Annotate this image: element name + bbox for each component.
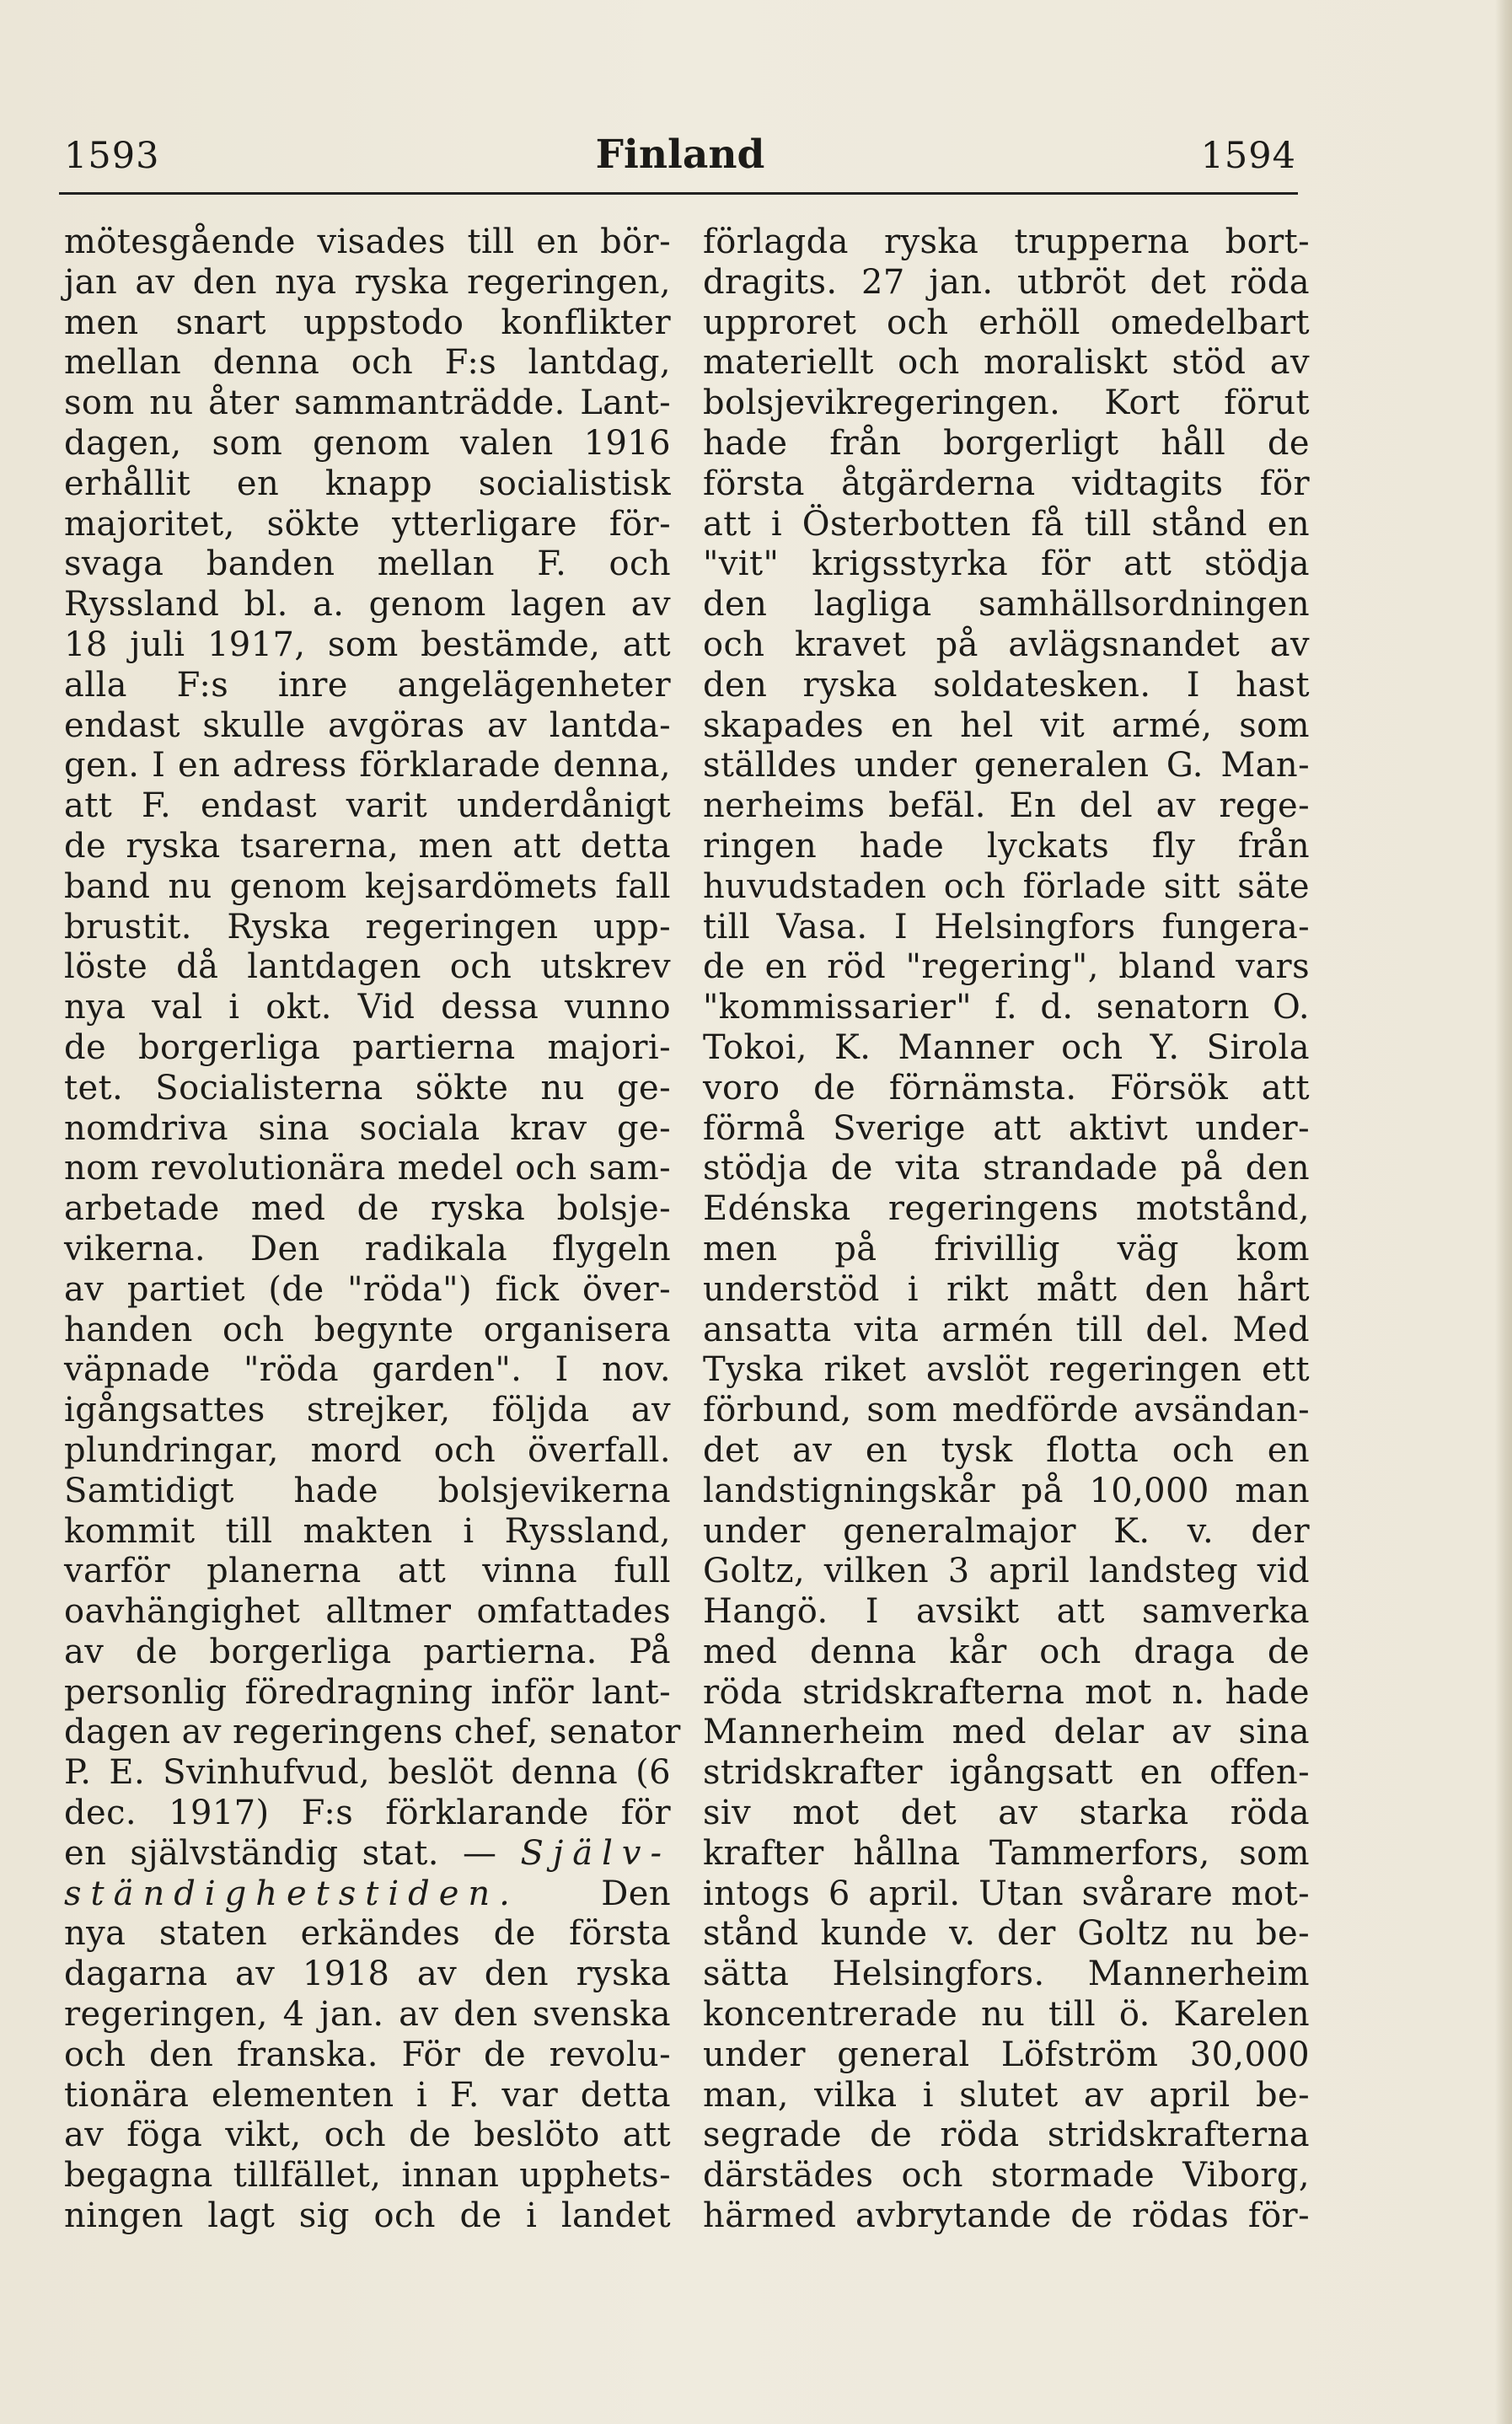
text-line: bolsjevikregeringen. Kort förut	[703, 383, 1310, 423]
text-line: personlig föredragning inför lant-	[64, 1672, 671, 1712]
text-line: skapades en hel vit armé, som	[703, 705, 1310, 745]
text-line: oavhängighet alltmer omfattades	[64, 1592, 671, 1632]
text-line: dragits. 27 jan. utbröt det röda	[703, 262, 1310, 302]
text-line: man, vilka i slutet av april be-	[703, 2075, 1310, 2115]
text-line: huvudstaden och förlade sitt säte	[703, 866, 1310, 906]
text-line: ställdes under generalen G. Man-	[703, 746, 1310, 786]
text-line: nomdriva sina sociala krav ge-	[64, 1108, 671, 1148]
text-line: att F. endast varit underdånigt	[64, 786, 671, 826]
text-fragment: Den	[518, 1874, 671, 1913]
spaced-heading-fragment: ständighetstiden.	[64, 1874, 519, 1913]
text-line: Goltz, vilken 3 april landsteg vid	[703, 1552, 1310, 1591]
text-line: och kravet på avlägsnandet av	[703, 625, 1310, 664]
page-number-left: 1593	[64, 135, 160, 177]
text-line: därstädes och stormade Viborg,	[703, 2156, 1310, 2196]
text-line: P. E. Svinhufvud, beslöt denna (6	[64, 1753, 671, 1793]
text-line: alla F:s inre angelägenheter	[64, 665, 671, 705]
text-line: nya val i okt. Vid dessa vunno	[64, 988, 671, 1027]
text-line: nerheims befäl. En del av rege-	[703, 786, 1310, 826]
text-line: men på frivillig väg kom	[703, 1229, 1310, 1268]
left-column	[64, 223, 681, 2237]
text-line: segrade de röda stridskrafterna	[703, 2116, 1310, 2155]
text-line	[64, 1874, 671, 1915]
running-title: Finland	[595, 131, 765, 178]
text-line: stödja de vita strandade på den	[703, 1149, 1310, 1188]
text-line: intogs 6 april. Utan svårare mot-	[703, 1874, 1310, 1913]
text-line: arbetade med de ryska bolsje-	[64, 1189, 671, 1229]
text-line: ringen hade lyckats fly från	[703, 826, 1310, 866]
text-line: handen och begynte organisera	[64, 1310, 671, 1349]
text-line: med denna kår och draga de	[703, 1632, 1310, 1671]
text-fragment: en självständig stat. —	[64, 1833, 521, 1873]
text-line: till Vasa. I Helsingfors fungera-	[703, 907, 1310, 947]
text-line: svaga banden mellan F. och	[64, 544, 671, 584]
text-line: tionära elementen i F. var detta	[64, 2075, 671, 2115]
text-line: sätta Helsingfors. Mannerheim	[703, 1955, 1310, 1994]
running-header	[64, 126, 1296, 185]
text-line: röda stridskrafterna mot n. hade	[703, 1672, 1310, 1712]
text-line: igångsattes strejker, följda av	[64, 1391, 671, 1430]
text-line: under general Löfström 30,000	[703, 2035, 1310, 2074]
text-line: förlagda ryska trupperna bort-	[703, 223, 1310, 261]
text-line: upproret och erhöll omedelbart	[703, 303, 1310, 342]
text-line: vikerna. Den radikala flygeln	[64, 1229, 671, 1268]
text-line: dagarna av 1918 av den ryska	[64, 1955, 671, 1994]
page-edge-shadow	[1495, 0, 1512, 2424]
text-line: den lagliga samhällsordningen	[703, 585, 1310, 625]
text-line: regeringen, 4 jan. av den svenska	[64, 1995, 671, 2035]
text-line: nya staten erkändes de första	[64, 1914, 671, 1954]
text-line: plundringar, mord och överfall.	[64, 1430, 671, 1470]
right-column	[703, 223, 1310, 2237]
text-line: dec. 1917) F:s förklarande för	[64, 1794, 671, 1833]
text-line: Samtidigt hade bolsjevikerna	[64, 1471, 671, 1510]
text-line: krafter hållna Tammerfors, som	[703, 1833, 1310, 1873]
text-line: tet. Socialisterna sökte nu ge-	[64, 1068, 671, 1107]
text-line: 18 juli 1917, som bestämde, att	[64, 625, 671, 664]
text-line: siv mot det av starka röda	[703, 1794, 1310, 1833]
text-line: Hangö. I avsikt att samverka	[703, 1592, 1310, 1632]
text-line: att i Österbotten få till stånd en	[703, 504, 1310, 544]
text-line: Edénska regeringens motstånd,	[703, 1189, 1310, 1229]
text-line: stånd kunde v. der Goltz nu be-	[703, 1914, 1310, 1954]
text-line: gen. I en adress förklarade denna,	[64, 746, 671, 786]
text-line: endast skulle avgöras av lantda-	[64, 705, 671, 745]
text-line: löste då lantdagen och utskrev	[64, 947, 671, 987]
text-line: under generalmajor K. v. der	[703, 1511, 1310, 1551]
text-line: som nu åter sammanträdde. Lant-	[64, 383, 671, 423]
text-line: landstigningskår på 10,000 man	[703, 1471, 1310, 1510]
text-line: förmå Sverige att aktivt under-	[703, 1108, 1310, 1148]
text-line: materiellt och moraliskt stöd av	[703, 343, 1310, 383]
header-rule	[59, 192, 1298, 195]
text-line: väpnade "röda garden". I nov.	[64, 1350, 671, 1390]
text-line: koncentrerade nu till ö. Karelen	[703, 1995, 1310, 2035]
text-line: de borgerliga partierna majori-	[64, 1027, 671, 1067]
text-line: "vit" krigsstyrka för att stödja	[703, 544, 1310, 584]
text-line: voro de förnämsta. Försök att	[703, 1068, 1310, 1107]
text-line: nom revolutionära medel och sam-	[64, 1149, 671, 1188]
text-line: av de borgerliga partierna. På	[64, 1632, 671, 1671]
text-line	[64, 1834, 671, 1874]
text-line: begagna tillfället, innan upphets-	[64, 2156, 671, 2196]
text-line: hade från borgerligt håll de	[703, 423, 1310, 463]
page-number-right: 1594	[1200, 135, 1296, 177]
text-line: första åtgärderna vidtagits för	[703, 464, 1310, 503]
text-line: stridskrafter igångsatt en offen-	[703, 1753, 1310, 1793]
text-line: majoritet, sökte ytterligare för-	[64, 504, 671, 544]
text-line: dagen, som genom valen 1916	[64, 423, 671, 463]
text-line: ansatta vita armén till del. Med	[703, 1310, 1310, 1349]
text-line: de en röd "regering", bland vars	[703, 947, 1310, 987]
spaced-heading-fragment: Själv-	[520, 1833, 671, 1873]
text-line: erhållit en knapp socialistisk	[64, 464, 671, 503]
text-line: kommit till makten i Ryssland,	[64, 1511, 671, 1551]
text-line: härmed avbrytande de rödas för-	[703, 2196, 1310, 2236]
text-line: "kommissarier" f. d. senatorn O.	[703, 988, 1310, 1027]
text-line: Ryssland bl. a. genom lagen av	[64, 585, 671, 625]
text-line: Mannerheim med delar av sina	[703, 1713, 1310, 1752]
text-line: Tyska riket avslöt regeringen ett	[703, 1350, 1310, 1390]
text-line: ningen lagt sig och de i landet	[64, 2196, 671, 2236]
text-line: men snart uppstodo konflikter	[64, 303, 671, 342]
text-line: det av en tysk flotta och en	[703, 1430, 1310, 1470]
text-line: mellan denna och F:s lantdag,	[64, 343, 671, 383]
text-line: band nu genom kejsardömets fall	[64, 866, 671, 906]
text-line: dagen av regeringens chef, senator	[64, 1713, 681, 1752]
text-line: varför planerna att vinna full	[64, 1552, 671, 1591]
text-line: understöd i rikt mått den hårt	[703, 1269, 1310, 1309]
text-line: mötesgående visades till en bör-	[64, 223, 671, 261]
text-line: de ryska tsarerna, men att detta	[64, 826, 671, 866]
text-line: förbund, som medförde avsändan-	[703, 1391, 1310, 1430]
text-line: brustit. Ryska regeringen upp-	[64, 907, 671, 947]
text-line: Tokoi, K. Manner och Y. Sirola	[703, 1027, 1310, 1067]
text-line: den ryska soldatesken. I hast	[703, 665, 1310, 705]
text-line: och den franska. För de revolu-	[64, 2035, 671, 2074]
text-line: av föga vikt, och de beslöto att	[64, 2116, 671, 2155]
text-line: av partiet (de "röda") fick över-	[64, 1269, 671, 1309]
text-line: jan av den nya ryska regeringen,	[64, 262, 671, 302]
